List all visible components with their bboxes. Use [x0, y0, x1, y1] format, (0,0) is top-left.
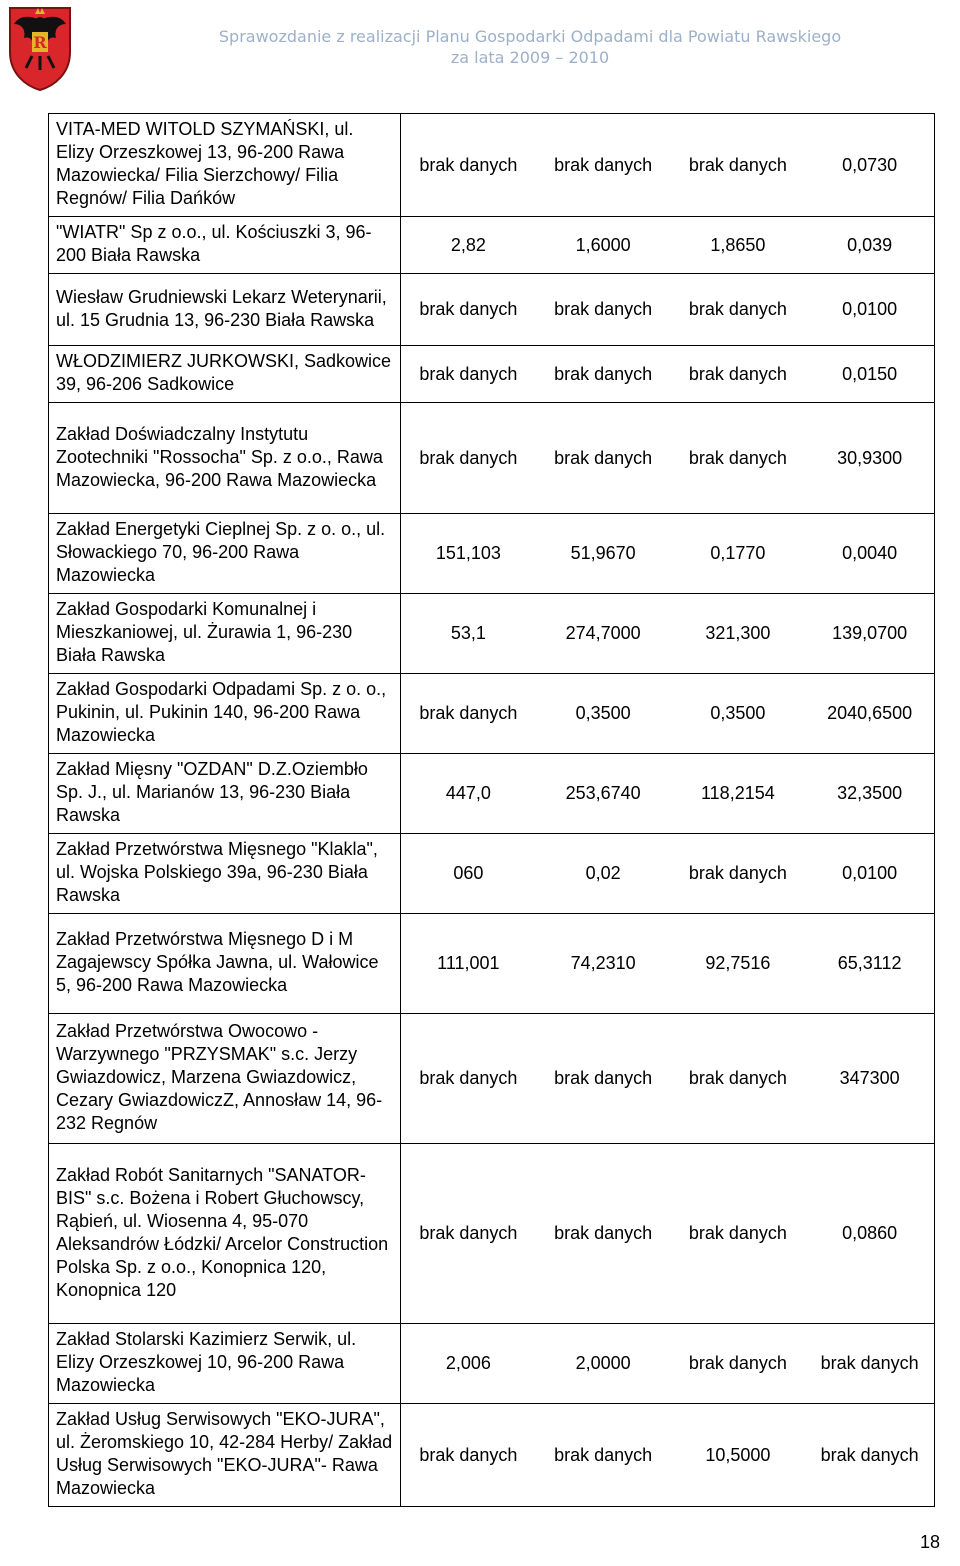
value-4: 65,3112	[837, 953, 902, 973]
document-header	[100, 26, 960, 68]
value-1: 060	[453, 863, 484, 883]
facility-name-cell: Wiesław Grudniewski Lekarz Weterynarii, ul. 15 Grudnia 13, 96-230 Biała Rawska	[49, 274, 401, 346]
table-row	[49, 403, 935, 514]
value-3: brak danych	[688, 863, 787, 883]
value-4: 139,0700	[832, 623, 908, 643]
table-row	[49, 754, 935, 834]
values-cell	[401, 1144, 935, 1324]
value-1: 447,0	[445, 783, 491, 803]
table-row	[49, 1324, 935, 1404]
value-4: 30,9300	[837, 447, 903, 468]
value-2: 0,02	[585, 863, 621, 883]
value-3: brak danych	[688, 1068, 787, 1088]
value-2: brak danych	[554, 299, 653, 319]
value-2: brak danych	[554, 363, 653, 384]
value-3: 92,7516	[705, 953, 771, 973]
table-row	[49, 346, 935, 403]
value-3: 1,8650	[710, 234, 766, 255]
value-3: 321,300	[705, 623, 771, 643]
value-3: 118,2154	[701, 783, 775, 803]
value-1: brak danych	[419, 363, 518, 384]
facility-name-cell: Zakład Robót Sanitarnych "SANATOR-BIS" s.c. Bożena i Robert Głuchowscy, Rąbień, ul. Wiosenna 4, 95-070 Aleksandrów Łódzki/ Arcelor Construction Polska Sp. z o.o., Konopnica 120, Konopnica 120	[49, 1144, 401, 1324]
value-3: 0,1770	[710, 543, 766, 563]
eagle-crest-icon	[2, 2, 78, 92]
table-row	[49, 1404, 935, 1507]
value-4: 0,0100	[842, 863, 898, 883]
facility-name-cell: Zakład Stolarski Kazimierz Serwik, ul. Elizy Orzeszkowej 10, 96-200 Rawa Mazowiecka	[49, 1324, 401, 1404]
value-2: 274,7000	[565, 623, 641, 643]
value-1: brak danych	[419, 1223, 518, 1243]
value-4: 2040,6500	[827, 703, 913, 723]
values-cell	[401, 1404, 935, 1507]
value-4: 0,0040	[842, 543, 898, 563]
value-1: brak danych	[419, 154, 518, 175]
facility-name-cell: Zakład Energetyki Cieplnej Sp. z o. o., ul. Słowackiego 70, 96-200 Rawa Mazowiecka	[49, 514, 401, 594]
value-3: brak danych	[688, 154, 787, 175]
value-4: 0,0860	[842, 1223, 898, 1243]
table-row	[49, 674, 935, 754]
value-4: 0,0100	[842, 299, 898, 319]
value-3: 0,3500	[710, 703, 766, 723]
value-4: brak danych	[820, 1353, 919, 1373]
value-3: brak danych	[688, 1223, 787, 1243]
header-line-1: Sprawozdanie z realizacji Planu Gospodarki Odpadami dla Powiatu Rawskiego	[218, 27, 842, 46]
facility-name-cell: Zakład Usług Serwisowych "EKO-JURA", ul. Żeromskiego 10, 42-284 Herby/ Zakład Usług Serwisowych "EKO-JURA"- Rawa Mazowiecka	[49, 1404, 401, 1507]
page-number: 18	[919, 1532, 940, 1552]
table-row	[49, 594, 935, 674]
value-4: 347300	[839, 1068, 900, 1088]
table-row	[49, 514, 935, 594]
table-row	[49, 114, 935, 217]
value-2: brak danych	[554, 1223, 653, 1243]
value-1: brak danych	[419, 447, 518, 468]
values-cell	[401, 674, 935, 754]
value-1: 111,001	[437, 953, 500, 973]
value-1: brak danych	[419, 299, 518, 319]
value-2: brak danych	[554, 447, 653, 468]
values-cell	[401, 114, 935, 217]
values-cell	[401, 514, 935, 594]
facility-name-cell: Zakład Gospodarki Odpadami Sp. z o. o., Pukinin, ul. Pukinin 140, 96-200 Rawa Mazowiecka	[49, 674, 401, 754]
facility-name-cell: VITA-MED WITOLD SZYMAŃSKI, ul. Elizy Orzeszkowej 13, 96-200 Rawa Mazowiecka/ Filia Sierzchowy/ Filia Regnów/ Filia Dańków	[49, 114, 401, 217]
value-4: 32,3500	[837, 783, 903, 803]
value-2: brak danych	[554, 1444, 653, 1465]
facility-name-cell: Zakład Przetwórstwa Mięsnego D i M Zagajewscy Spółka Jawna, ul. Wałowice 5, 96-200 Rawa Mazowiecka	[49, 914, 401, 1014]
values-cell	[401, 346, 935, 403]
value-2: 1,6000	[575, 234, 631, 255]
values-cell	[401, 1014, 935, 1144]
values-cell	[401, 274, 935, 346]
table-row	[49, 217, 935, 274]
header-line-2: za lata 2009 – 2010	[450, 48, 610, 67]
table-row	[49, 1144, 935, 1324]
value-2: 253,6740	[565, 783, 641, 803]
value-1: brak danych	[419, 1444, 518, 1465]
values-cell	[401, 594, 935, 674]
facility-name-cell: Zakład Przetwórstwa Owocowo - Warzywnego "PRZYSMAK" s.c. Jerzy Gwiazdowicz, Marzena Gwiazdowicz, Cezary GwiazdowiczZ, Annosław 14, 96-232 Regnów	[49, 1014, 401, 1144]
value-3: brak danych	[688, 363, 787, 384]
values-cell	[401, 754, 935, 834]
table-row	[49, 1014, 935, 1144]
value-4: brak danych	[820, 1444, 919, 1465]
facility-name-cell: Zakład Mięsny "OZDAN" D.Z.Oziembło Sp. J., ul. Marianów 13, 96-230 Biała Rawska	[49, 754, 401, 834]
value-3: 10,5000	[705, 1444, 771, 1465]
value-2: brak danych	[554, 154, 653, 175]
value-2: brak danych	[554, 1068, 653, 1088]
table-row	[49, 834, 935, 914]
value-1: 151,103	[435, 543, 501, 563]
value-1: 2,82	[450, 234, 486, 255]
value-1: brak danych	[419, 1068, 518, 1088]
values-cell	[401, 403, 935, 514]
value-4: 0,039	[847, 234, 893, 255]
values-cell	[401, 1324, 935, 1404]
values-cell	[401, 914, 935, 1014]
waste-data-table	[48, 113, 935, 1507]
value-4: 0,0150	[842, 363, 898, 384]
value-3: brak danych	[688, 1353, 787, 1373]
value-4: 0,0730	[842, 154, 898, 175]
facility-name-cell: Zakład Gospodarki Komunalnej i Mieszkaniowej, ul. Żurawia 1, 96-230 Biała Rawska	[49, 594, 401, 674]
value-1: 2,006	[445, 1353, 491, 1373]
table-row	[49, 914, 935, 1014]
value-2: 51,9670	[570, 543, 636, 563]
value-2: 74,2310	[570, 953, 636, 973]
facility-name-cell: Zakład Przetwórstwa Mięsnego "Klakla", ul. Wojska Polskiego 39a, 96-230 Biała Rawska	[49, 834, 401, 914]
values-cell	[401, 217, 935, 274]
value-1: brak danych	[419, 703, 518, 723]
value-2: 0,3500	[575, 703, 631, 723]
value-2: 2,0000	[575, 1353, 631, 1373]
values-cell	[401, 834, 935, 914]
value-3: brak danych	[688, 299, 787, 319]
crest-letter: R	[33, 33, 47, 52]
facility-name-cell: "WIATR" Sp z o.o., ul. Kościuszki 3, 96-200 Biała Rawska	[49, 217, 401, 274]
facility-name-cell: Zakład Doświadczalny Instytutu Zootechniki "Rossocha" Sp. z o.o., Rawa Mazowiecka, 96-200 Rawa Mazowiecka	[49, 403, 401, 514]
table-row	[49, 274, 935, 346]
value-1: 53,1	[450, 623, 486, 643]
facility-name-cell: WŁODZIMIERZ JURKOWSKI, Sadkowice 39, 96-206 Sadkowice	[49, 346, 401, 403]
value-3: brak danych	[688, 447, 787, 468]
